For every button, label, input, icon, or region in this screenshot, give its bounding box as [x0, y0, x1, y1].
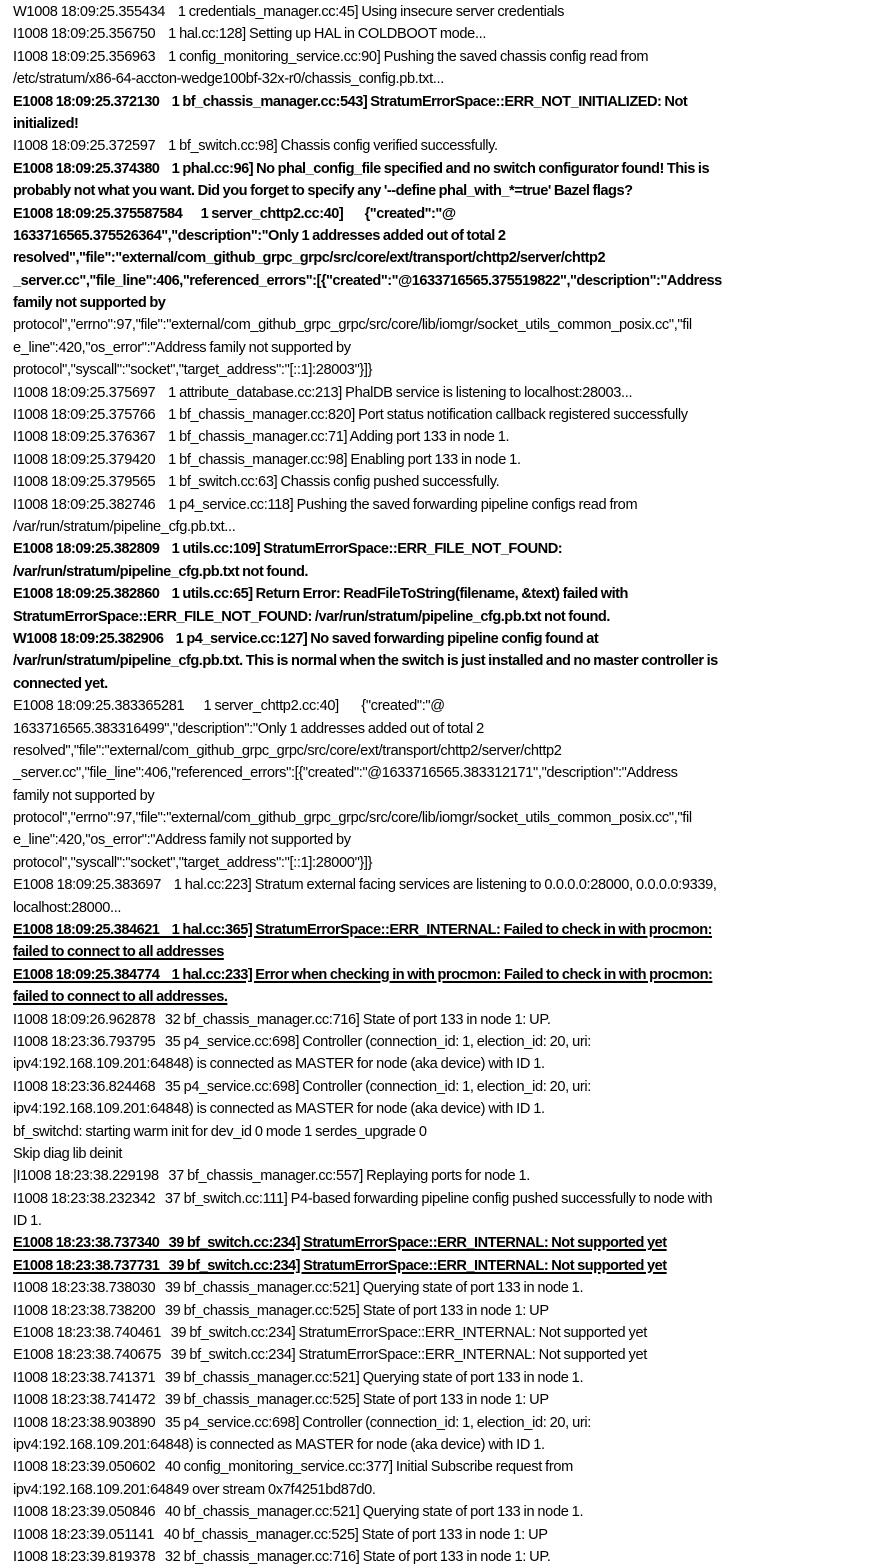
log-line: I1008 18:23:39.050846 40 bf_chassis_manager.cc:521] Querying state of port 133 in node 1.: [13, 1504, 584, 1521]
log-line: resolved","file":"external/com_github_grpc_grpc/src/core/ext/transport/chttp2/server/chttp2: [13, 742, 562, 759]
log-line: bf_switchd: starting warm init for dev_id 0 mode 1 serdes_upgrade 0: [13, 1123, 427, 1140]
log-line: protocol","syscall":"socket","target_address":"[::1]:28000"}]}: [13, 854, 373, 871]
log-line: StratumErrorSpace::ERR_FILE_NOT_FOUND: /var/run/stratum/pipeline_cfg.pb.txt not found.: [13, 608, 610, 625]
log-line: I1008 18:09:25.376367 1 bf_chassis_manager.cc:71] Adding port 133 in node 1.: [13, 429, 510, 446]
log-line: _server.cc","file_line":406,"referenced_errors":[{"created":"@1633716565.383312171","description":"Address: [13, 765, 678, 782]
log-line: I1008 18:09:25.356963 1 config_monitoring_service.cc:90] Pushing the saved chassis config read from: [13, 48, 649, 65]
log-line: W1008 18:09:25.382906 1 p4_service.cc:127] No saved forwarding pipeline config found at: [13, 630, 599, 647]
log-line: /var/run/stratum/pipeline_cfg.pb.txt not found.: [13, 563, 308, 580]
log-line: E1008 18:09:25.382809 1 utils.cc:109] StratumErrorSpace::ERR_FILE_NOT_FOUND:: [13, 541, 563, 558]
log-line: ipv4:192.168.109.201:64848) is connected as MASTER for node (aka device) with ID 1.: [13, 1101, 545, 1118]
log-line: I1008 18:23:38.232342 37 bf_switch.cc:111] P4-based forwarding pipeline config pushed successfully to node with: [13, 1190, 713, 1207]
log-line: family not supported by: [13, 295, 166, 312]
log-line: I1008 18:23:39.051141 40 bf_chassis_manager.cc:525] State of port 133 in node 1: UP: [13, 1526, 548, 1543]
log-line: I1008 18:09:25.382746 1 p4_service.cc:118] Pushing the saved forwarding pipeline configs read from: [13, 496, 638, 513]
log-line: ID 1.: [13, 1213, 42, 1230]
log-line: W1008 18:09:25.355434 1 credentials_manager.cc:45] Using insecure server credentials: [13, 4, 565, 20]
log-line: protocol","errno":97,"file":"external/com_github_grpc_grpc/src/core/lib/iomgr/socket_utils_common_posix.cc","fil: [13, 317, 692, 334]
log-line: E1008 18:09:25.375587584 1 server_chttp2.cc:40] {"created":"@: [13, 205, 456, 222]
log-line: e_line":420,"os_error":"Address family not supported by: [13, 339, 351, 356]
log-line: initialized!: [13, 115, 79, 132]
log-line: I1008 18:23:36.824468 35 p4_service.cc:698] Controller (connection_id: 1, election_id: 20, uri:: [13, 1078, 591, 1095]
log-line: I1008 18:23:39.819378 32 bf_chassis_manager.cc:716] State of port 133 in node 1: UP.: [13, 1548, 551, 1565]
log-line: I1008 18:23:36.793795 35 p4_service.cc:698] Controller (connection_id: 1, election_id: 20, uri:: [13, 1033, 591, 1050]
log-line: E1008 18:23:38.737340 39 bf_switch.cc:234] StratumErrorSpace::ERR_INTERNAL: Not supported yet: [13, 1235, 667, 1252]
log-line: ipv4:192.168.109.201:64848) is connected as MASTER for node (aka device) with ID 1.: [13, 1056, 545, 1073]
log-line: E1008 18:23:38.740461 39 bf_switch.cc:234] StratumErrorSpace::ERR_INTERNAL: Not supported yet: [13, 1325, 647, 1342]
log-line: I1008 18:09:25.375766 1 bf_chassis_manager.cc:820] Port status notification callback registered successfully: [13, 407, 688, 424]
log-line: ipv4:192.168.109.201:64849 over stream 0x7f4251bd87d0.: [13, 1481, 376, 1498]
log-line: ipv4:192.168.109.201:64848) is connected as MASTER for node (aka device) with ID 1.: [13, 1437, 545, 1453]
log-line: E1008 18:09:25.372130 1 bf_chassis_manager.cc:543] StratumErrorSpace::ERR_NOT_INITIALIZED: Not: [13, 93, 688, 110]
log-line: I1008 18:09:25.372597 1 bf_switch.cc:98] Chassis config verified successfully.: [13, 138, 498, 155]
log-line: I1008 18:09:25.356750 1 hal.cc:128] Setting up HAL in COLDBOOT mode...: [13, 26, 487, 43]
log-document: [13, 1, 893, 1568]
log-line: E1008 18:09:25.383365281 1 server_chttp2.cc:40] {"created":"@: [13, 698, 445, 715]
log-line: I1008 18:09:26.962878 32 bf_chassis_manager.cc:716] State of port 133 in node 1: UP.: [13, 1011, 551, 1028]
log-line: |I1008 18:23:38.229198 37 bf_chassis_manager.cc:557] Replaying ports for node 1.: [13, 1168, 530, 1185]
log-line: E1008 18:09:25.374380 1 phal.cc:96] No phal_config_file specified and no switch configurator found! This is: [13, 160, 710, 177]
log-line: I1008 18:23:38.741472 39 bf_chassis_manager.cc:525] State of port 133 in node 1: UP: [13, 1392, 549, 1409]
log-line: failed to connect to all addresses.: [13, 989, 228, 1006]
log-line: I1008 18:23:38.738200 39 bf_chassis_manager.cc:525] State of port 133 in node 1: UP: [13, 1302, 549, 1319]
log-line: I1008 18:23:38.903890 35 p4_service.cc:698] Controller (connection_id: 1, election_id: 20, uri:: [13, 1414, 591, 1431]
log-line: I1008 18:09:25.375697 1 attribute_database.cc:213] PhalDB service is listening to localhost:28003...: [13, 384, 633, 401]
log-line: protocol","errno":97,"file":"external/com_github_grpc_grpc/src/core/lib/iomgr/socket_utils_common_posix.cc","fil: [13, 810, 692, 827]
log-line: I1008 18:09:25.379565 1 bf_switch.cc:63] Chassis config pushed successfully.: [13, 474, 500, 491]
log-line: 1633716565.375526364","description":"Only 1 addresses added out of total 2: [13, 227, 506, 244]
log-line: Skip diag lib deinit: [13, 1145, 123, 1162]
log-line: connected yet.: [13, 675, 108, 692]
log-line: _server.cc","file_line":406,"referenced_errors":[{"created":"@1633716565.375519822","description":"Address: [13, 272, 722, 289]
log-line: /etc/stratum/x86-64-accton-wedge100bf-32x-r0/chassis_config.pb.txt...: [13, 71, 444, 88]
log-line: E1008 18:09:25.384621 1 hal.cc:365] StratumErrorSpace::ERR_INTERNAL: Failed to check in with procmon:: [13, 922, 713, 939]
log-line: I1008 18:09:25.379420 1 bf_chassis_manager.cc:98] Enabling port 133 in node 1.: [13, 451, 521, 468]
log-line: localhost:28000...: [13, 899, 122, 916]
log-line: E1008 18:09:25.384774 1 hal.cc:233] Error when checking in with procmon: Failed to check in with procmon:: [13, 966, 713, 983]
log-line: 1633716565.383316499","description":"Only 1 addresses added out of total 2: [13, 720, 484, 737]
log-line: E1008 18:23:38.740675 39 bf_switch.cc:234] StratumErrorSpace::ERR_INTERNAL: Not supported yet: [13, 1347, 647, 1364]
log-line: family not supported by: [13, 787, 155, 804]
log-line: /var/run/stratum/pipeline_cfg.pb.txt. This is normal when the switch is just installed and no master controller is: [13, 653, 718, 670]
log-line: /var/run/stratum/pipeline_cfg.pb.txt...: [13, 518, 236, 535]
log-line: E1008 18:09:25.383697 1 hal.cc:223] Stratum external facing services are listening to 0.0.0.0:28000, 0.0.0.0:9339,: [13, 877, 717, 894]
log-line: I1008 18:23:39.050602 40 config_monitoring_service.cc:377] Initial Subscribe request from: [13, 1459, 573, 1476]
log-line: e_line":420,"os_error":"Address family not supported by: [13, 832, 351, 849]
log-line: E1008 18:09:25.382860 1 utils.cc:65] Return Error: ReadFileToString(filename, &text) failed with: [13, 586, 628, 603]
log-line: failed to connect to all addresses: [13, 944, 224, 961]
log-line: resolved","file":"external/com_github_grpc_grpc/src/core/ext/transport/chttp2/server/chttp2: [13, 250, 606, 267]
log-line: I1008 18:23:38.741371 39 bf_chassis_manager.cc:521] Querying state of port 133 in node 1.: [13, 1369, 584, 1386]
log-line: E1008 18:23:38.737731 39 bf_switch.cc:234] StratumErrorSpace::ERR_INTERNAL: Not supported yet: [13, 1257, 667, 1274]
log-line: protocol","syscall":"socket","target_address":"[::1]:28003"}]}: [13, 362, 373, 379]
log-line: I1008 18:23:38.738030 39 bf_chassis_manager.cc:521] Querying state of port 133 in node 1.: [13, 1280, 584, 1297]
log-line: probably not what you want. Did you forget to specify any '--define phal_with_*=true' Bazel flags?: [13, 183, 633, 200]
